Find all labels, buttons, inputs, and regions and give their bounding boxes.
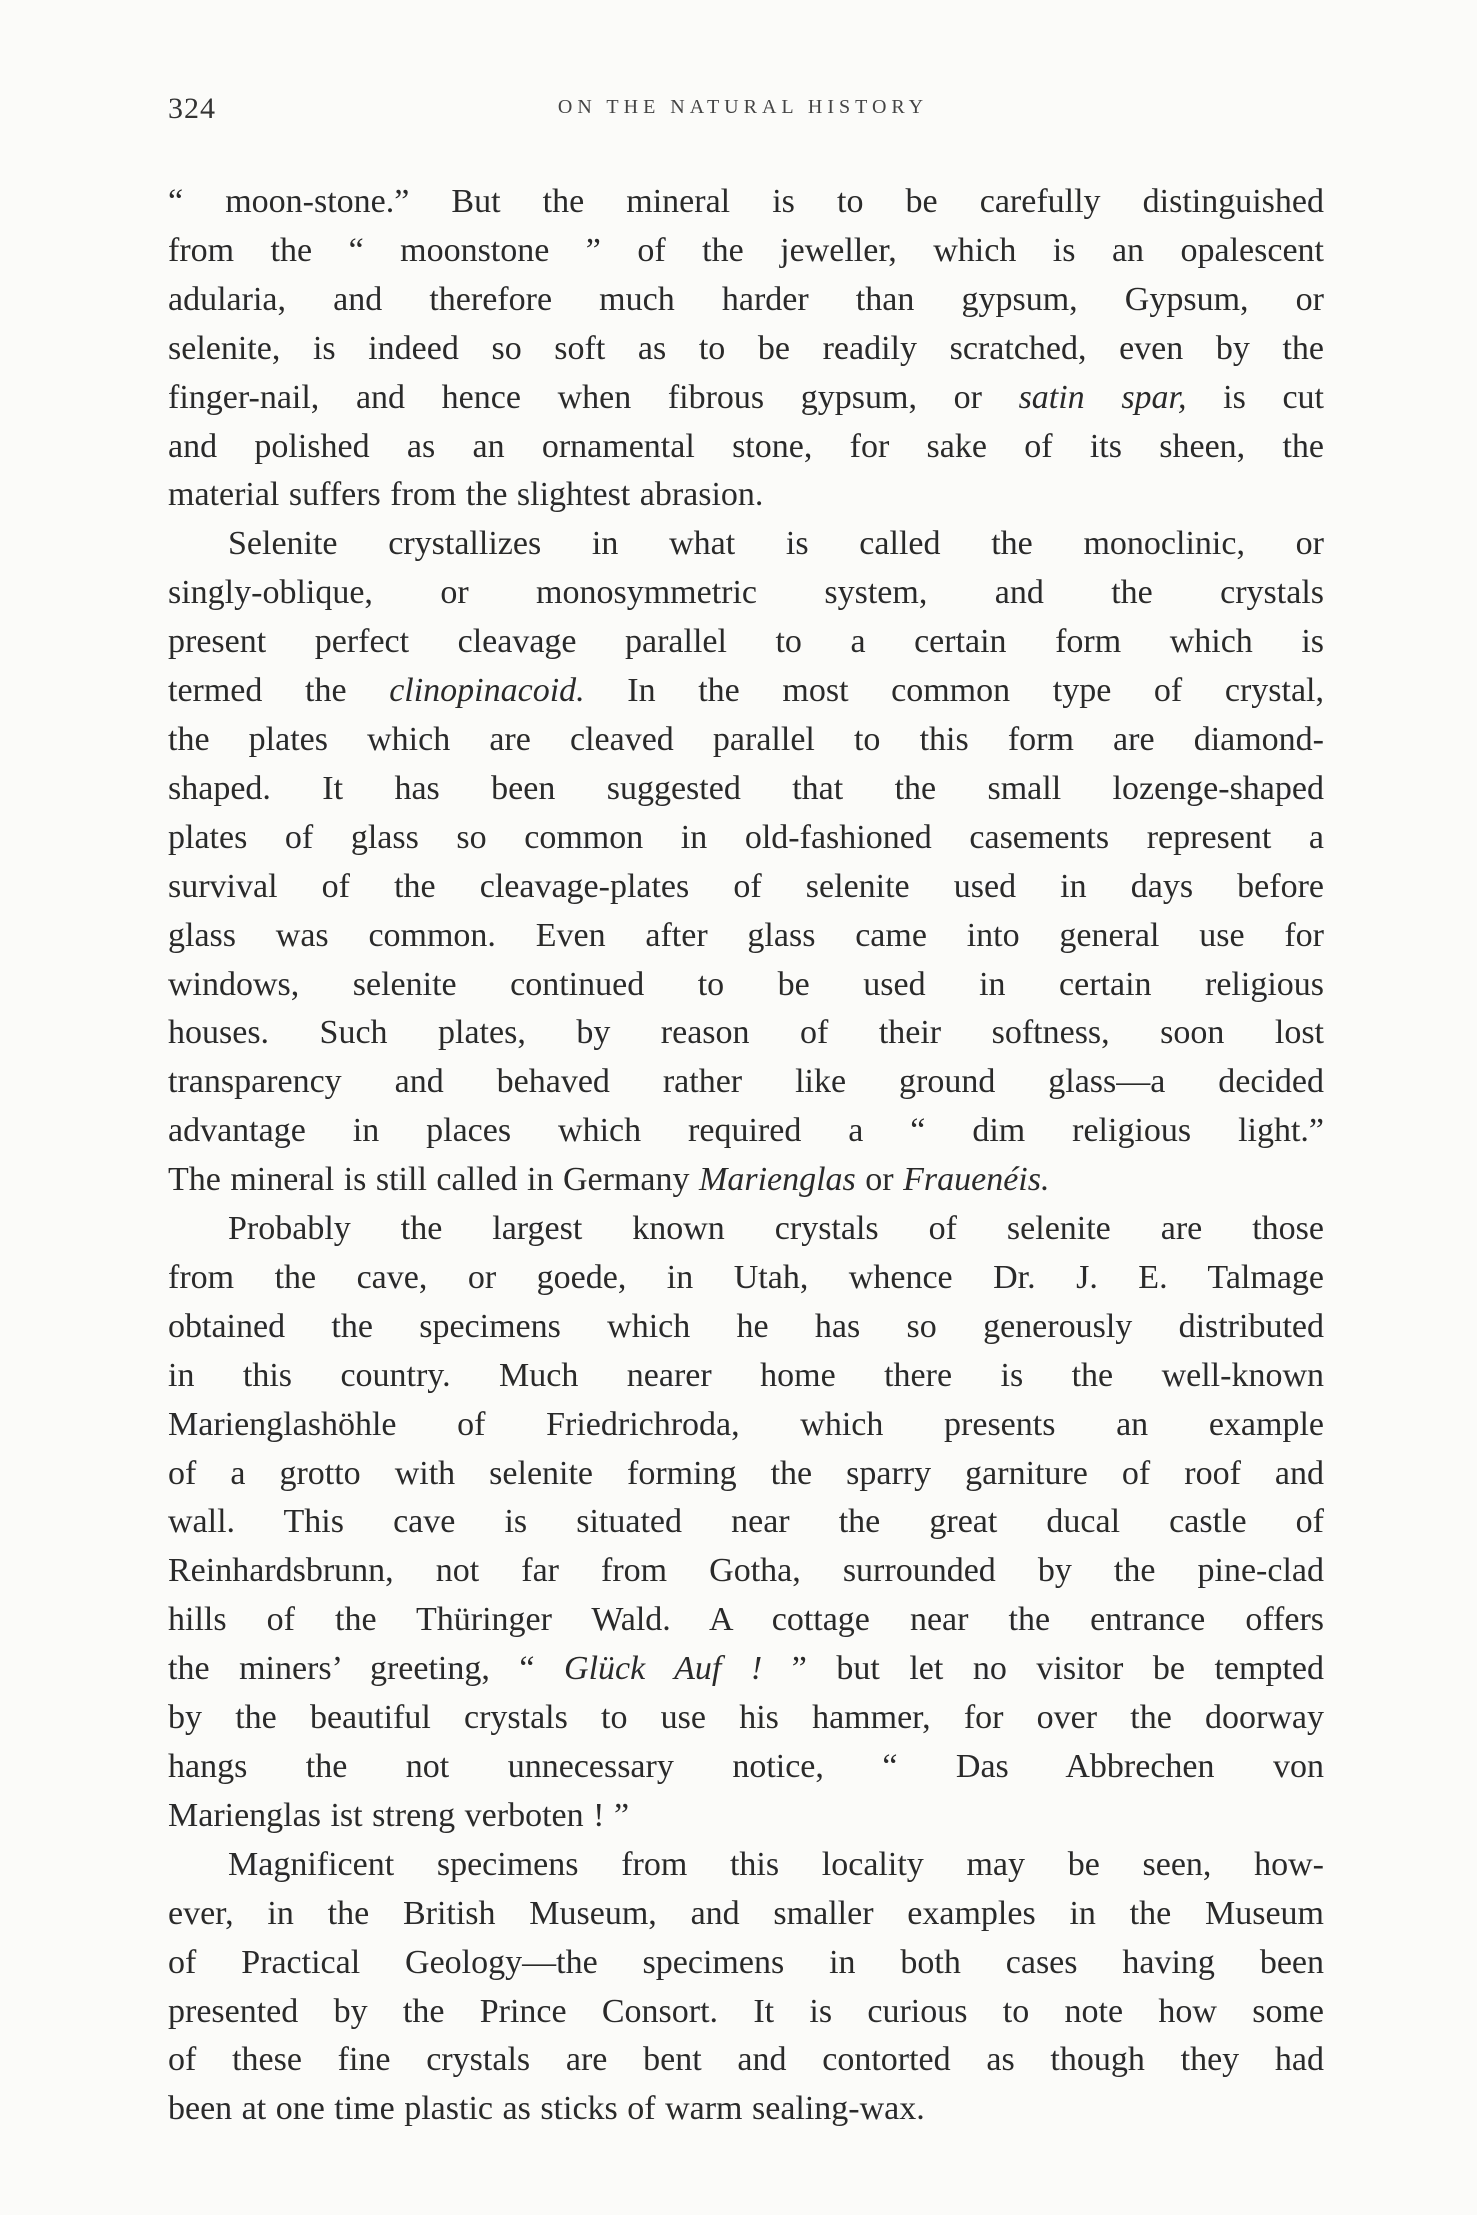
running-title: ON THE NATURAL HISTORY: [557, 96, 929, 118]
text-line: [168, 1401, 1324, 1450]
text-segment: In the most common type of crystal,: [584, 672, 1324, 710]
text-segment: Magnificent specimens from this locality may be seen, how-: [228, 1845, 1324, 1883]
italic-text: clinopinacoid.: [389, 672, 585, 710]
text-segment: Marienglas ist streng verboten ! ”: [168, 1796, 630, 1834]
text-segment: finger-nail, and hence when fibrous gypsum, or: [168, 378, 1019, 416]
text-segment: windows, selenite continued to be used in certain religious: [168, 965, 1324, 1003]
text-segment: Selenite crystallizes in what is called the monoclinic, or: [228, 525, 1324, 563]
text-segment: selenite, is indeed so soft as to be readily scratched, even by the: [168, 329, 1324, 367]
text-line: [168, 863, 1324, 912]
text-line: [168, 1156, 1324, 1205]
text-segment: of these fine crystals are bent and contorted as though they had: [168, 2041, 1324, 2079]
italic-text: Glück Auf !: [564, 1650, 763, 1688]
text-line: [168, 1694, 1324, 1743]
text-segment: ” but let no visitor be tempted: [762, 1650, 1324, 1688]
text-segment: glass was common. Even after glass came into general use for: [168, 916, 1324, 954]
text-segment: survival of the cleavage-plates of selenite used in days before: [168, 867, 1324, 905]
text-segment: wall. This cave is situated near the great ducal castle of: [168, 1503, 1324, 1541]
text-segment: the miners’ greeting, “: [168, 1650, 565, 1688]
text-segment: transparency and behaved rather like ground glass—a decided: [168, 1063, 1324, 1101]
text-line: [168, 1792, 1324, 1841]
text-segment: in this country. Much nearer home there is the well-known: [168, 1356, 1324, 1394]
italic-text: Frauenéis.: [903, 1161, 1050, 1199]
paragraph: [168, 1841, 1324, 2134]
text-line: [168, 1841, 1324, 1890]
text-segment: obtained the specimens which he has so generously distributed: [168, 1307, 1324, 1345]
text-segment: or: [855, 1161, 904, 1199]
text-line: [168, 471, 1324, 520]
italic-text: satin spar,: [1018, 378, 1187, 416]
text-line: [168, 1254, 1324, 1303]
running-head: [168, 92, 1318, 132]
paragraph: [168, 1205, 1324, 1841]
text-line: [168, 569, 1324, 618]
text-line: [168, 2036, 1324, 2085]
text-segment: hangs the not unnecessary notice, “ Das Abbrechen von: [168, 1748, 1324, 1785]
text-line: [168, 374, 1324, 423]
text-segment: Probably the largest known crystals of selenite are those: [228, 1210, 1324, 1248]
text-line: [168, 961, 1324, 1010]
text-segment: termed the: [168, 672, 390, 710]
text-segment: “ moon-stone.” But the mineral is to be carefully distinguished: [168, 183, 1324, 220]
text-segment: adularia, and therefore much harder than gypsum, Gypsum, or: [168, 280, 1324, 318]
text-segment: of a grotto with selenite forming the sparry garniture of roof and: [168, 1454, 1324, 1492]
text-segment: material suffers from the slightest abrasion.: [168, 476, 764, 514]
text-line: [168, 618, 1324, 667]
text-segment: the plates which are cleaved parallel to this form are diamond-: [168, 720, 1324, 758]
text-segment: by the beautiful crystals to use his hammer, for over the doorway: [168, 1699, 1324, 1737]
text-line: [168, 1645, 1324, 1694]
text-line: [168, 1058, 1324, 1107]
text-segment: Marienglashöhle of Friedrichroda, which presents an example: [168, 1405, 1324, 1443]
text-segment: hills of the Thüringer Wald. A cottage near the entrance offers: [168, 1601, 1324, 1639]
paragraph: [168, 178, 1324, 520]
paragraph: [168, 520, 1324, 1205]
text-segment: present perfect cleavage parallel to a certain form which is: [168, 623, 1324, 661]
text-line: [168, 1596, 1324, 1645]
text-segment: presented by the Prince Consort. It is curious to note how some: [168, 1992, 1324, 2030]
italic-text: Marienglas: [699, 1161, 856, 1199]
text-segment: from the “ moonstone ” of the jeweller, which is an opalescent: [168, 231, 1324, 269]
text-line: [168, 1890, 1324, 1939]
text-line: [168, 912, 1324, 961]
page-number: 324: [168, 92, 216, 125]
text-line: [168, 1303, 1324, 1352]
text-line: [168, 1939, 1324, 1988]
text-line: [168, 1498, 1324, 1547]
text-line: [168, 1450, 1324, 1499]
text-segment: and polished as an ornamental stone, for sake of its sheen, the: [168, 427, 1324, 465]
text-segment: of Practical Geology—the specimens in both cases having been: [168, 1943, 1324, 1981]
text-line: [168, 1547, 1324, 1596]
text-line: [168, 178, 1324, 227]
text-segment: from the cave, or goede, in Utah, whence Dr. J. E. Talmage: [168, 1258, 1324, 1296]
text-line: [168, 1107, 1324, 1156]
text-line: [168, 765, 1324, 814]
text-line: [168, 1205, 1324, 1254]
text-line: [168, 667, 1324, 716]
text-segment: plates of glass so common in old-fashioned casements represent a: [168, 818, 1324, 856]
text-line: [168, 814, 1324, 863]
text-segment: Reinhardsbrunn, not far from Gotha, surrounded by the pine-clad: [168, 1552, 1324, 1590]
text-segment: houses. Such plates, by reason of their softness, soon lost: [168, 1014, 1324, 1052]
text-line: [168, 227, 1324, 276]
text-segment: been at one time plastic as sticks of warm sealing-wax.: [168, 2090, 925, 2128]
text-line: [168, 1352, 1324, 1401]
text-line: [168, 276, 1324, 325]
text-line: [168, 325, 1324, 374]
body-text: [168, 178, 1324, 2134]
text-line: [168, 1988, 1324, 2037]
text-segment: ever, in the British Museum, and smaller examples in the Museum: [168, 1894, 1324, 1932]
text-segment: advantage in places which required a “ dim religious light.”: [168, 1112, 1324, 1150]
text-segment: is cut: [1186, 378, 1324, 416]
text-line: [168, 1743, 1324, 1792]
text-line: [168, 2085, 1324, 2134]
text-segment: shaped. It has been suggested that the small lozenge-shaped: [168, 769, 1324, 807]
text-line: [168, 520, 1324, 569]
text-segment: The mineral is still called in Germany: [168, 1161, 700, 1199]
text-segment: singly-oblique, or monosymmetric system, and the crystals: [168, 574, 1324, 612]
text-line: [168, 1009, 1324, 1058]
text-line: [168, 423, 1324, 472]
text-line: [168, 716, 1324, 765]
